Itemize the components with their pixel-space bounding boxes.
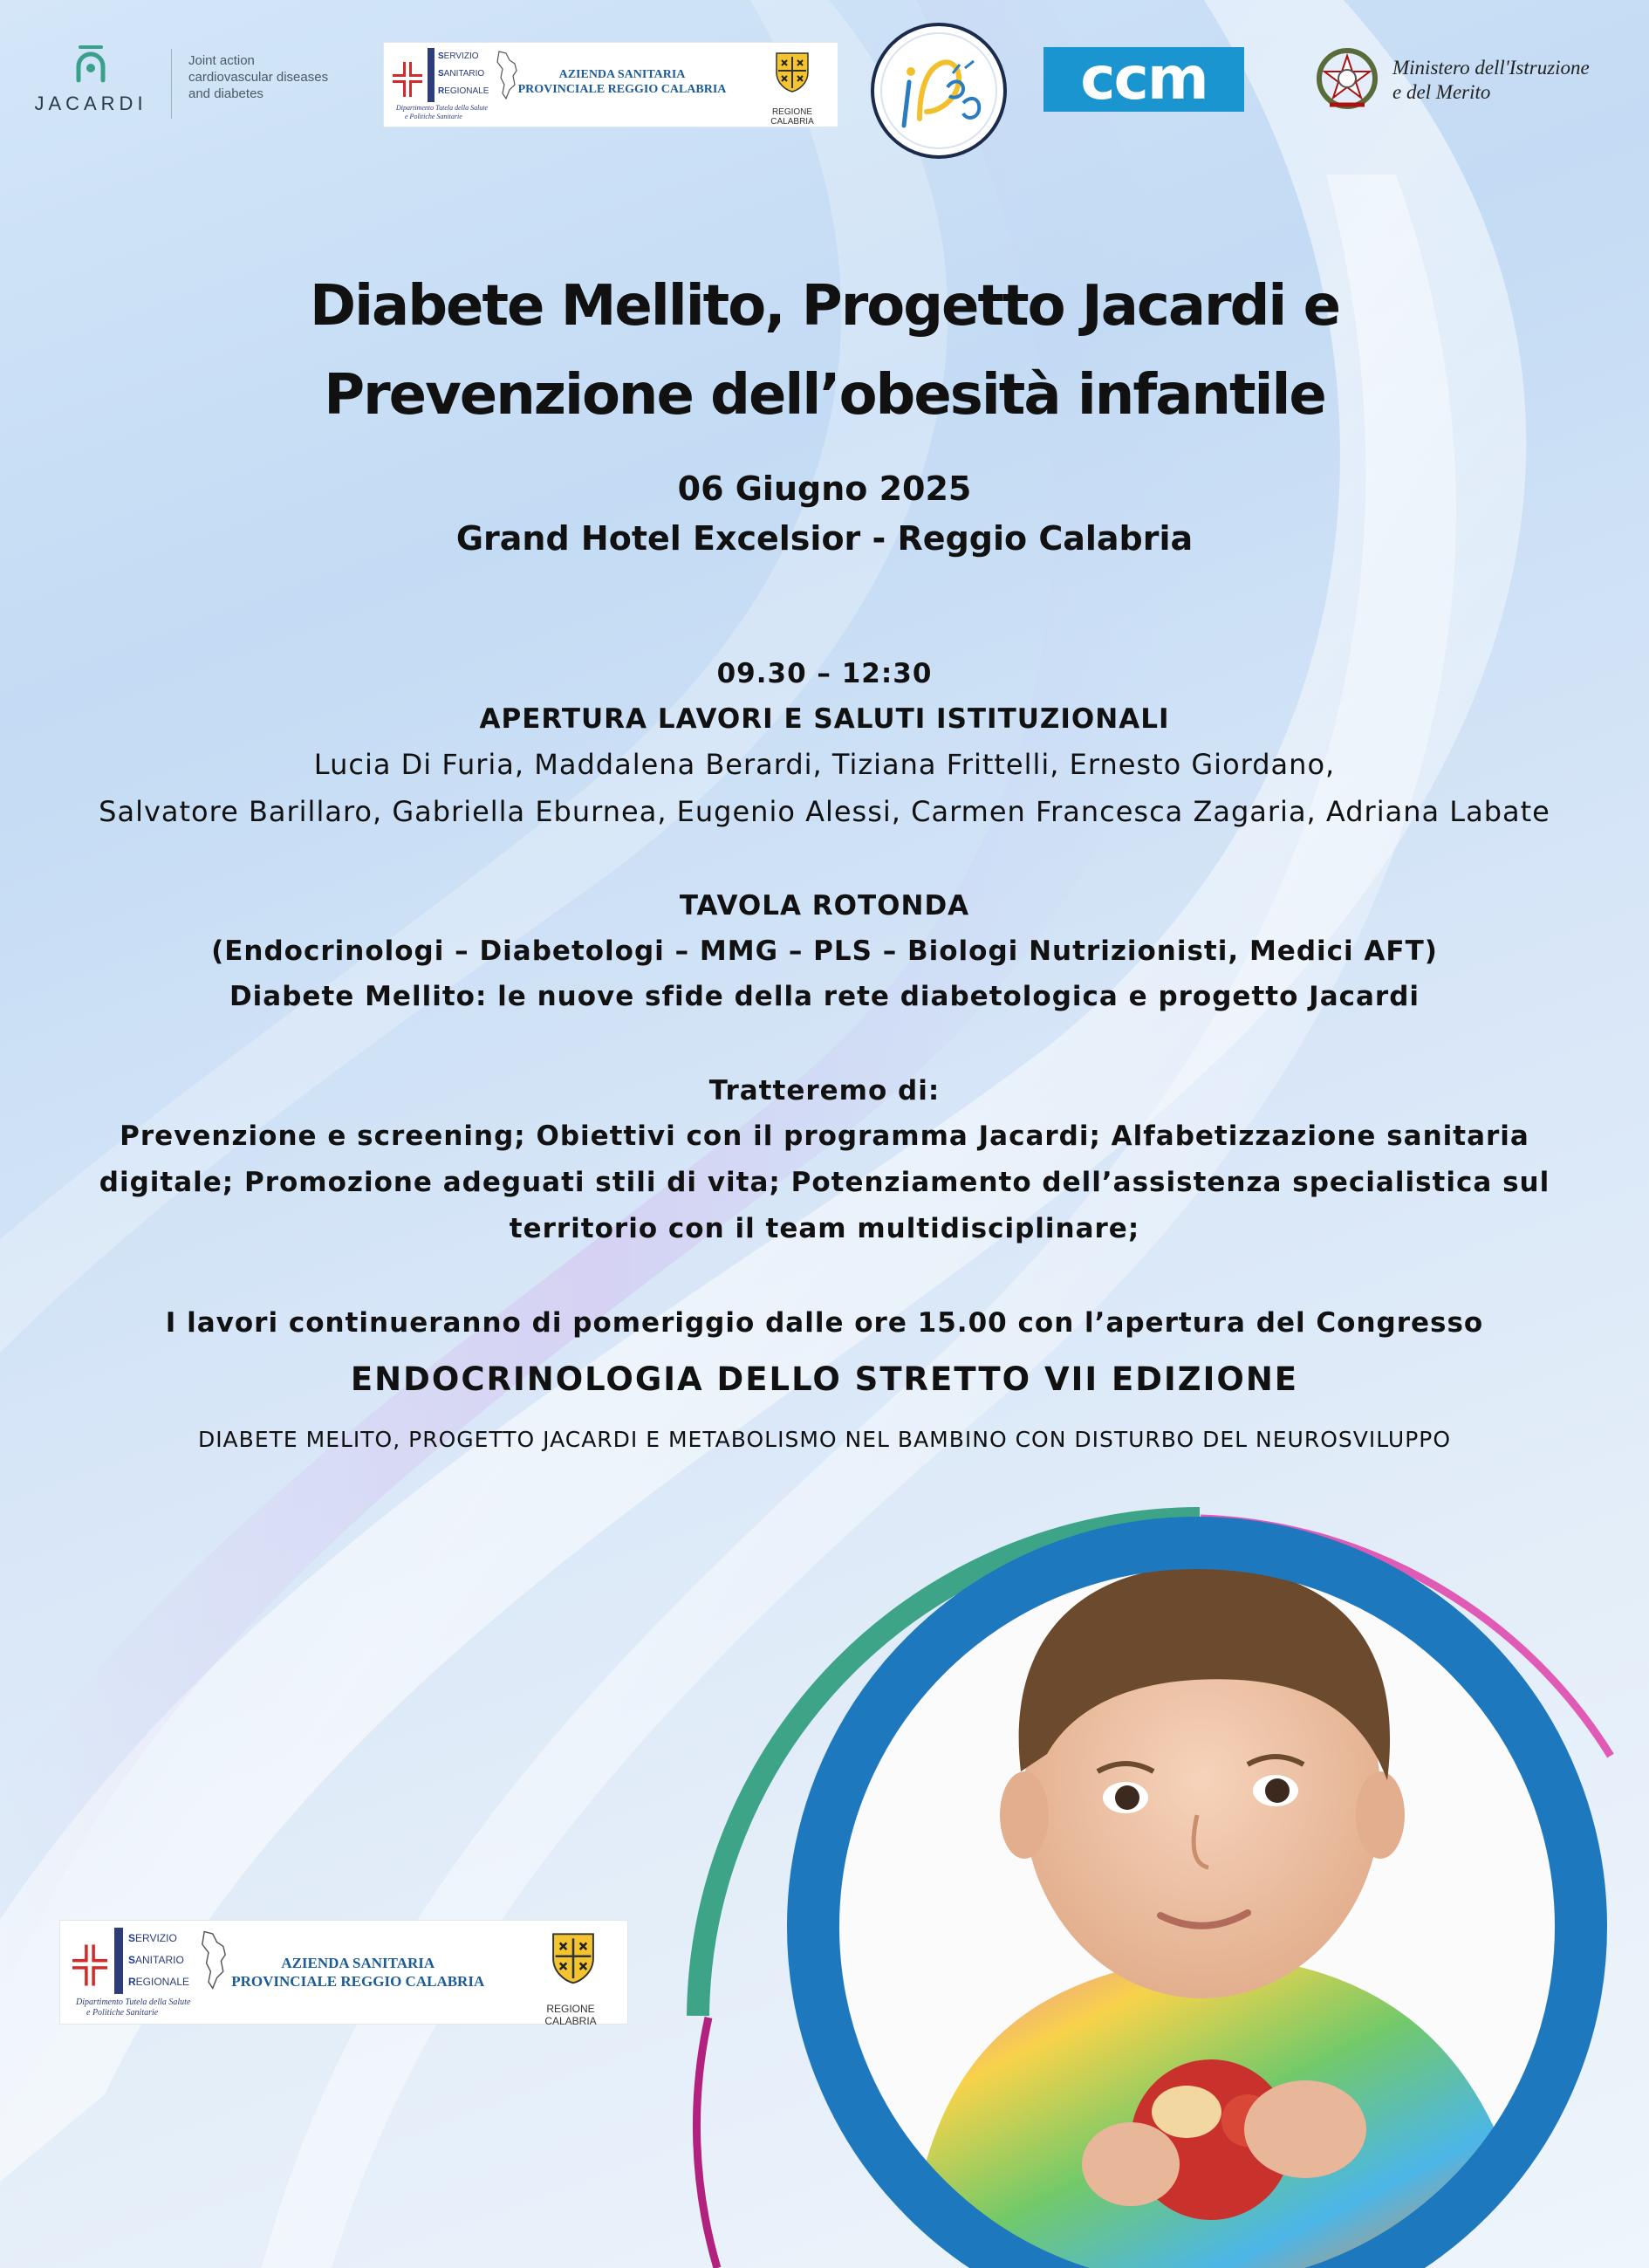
roundtable-specialists: (Endocrinologi – Diabetologi – MMG – PLS – Biologi Nutrizionisti, Medici AFT) [211, 935, 1438, 967]
congress-title: ENDOCRINOLOGIA DELLO STRETTO VII EDIZIONE [350, 1360, 1299, 1398]
continuation-note: I lavori continueranno di pomeriggio dalle ore 15.00 con l’apertura del Congresso [165, 1307, 1484, 1339]
regione-calabria-label: REGIONE CALABRIA [544, 2003, 597, 2027]
regione-calabria-label: REGIONE CALABRIA [770, 107, 814, 127]
regione-calabria-shield-icon [549, 1929, 598, 1985]
roundtable-heading: TAVOLA ROTONDA [679, 890, 970, 922]
red-cross-icon [393, 62, 422, 97]
regione-calabria-shield-icon [773, 50, 811, 93]
jacardi-divider [171, 49, 172, 119]
diverso-circle-logo [869, 21, 1009, 161]
asp-bar [428, 48, 434, 102]
roundtable-subtitle: Diabete Mellito: le nuove sfide della rete diabetologica e progetto Jacardi [229, 981, 1420, 1012]
asp-department: Dipartimento Tutela della Salute e Politiche Sanitarie [76, 1997, 191, 2018]
program-time: 09.30 – 12:30 [716, 658, 933, 689]
asp-reggio-calabria-logo-bottom [59, 1920, 628, 2025]
ministry-name: Ministero dell'Istruzione e del Merito [1392, 57, 1590, 103]
jacardi-tagline: Joint action cardiovascular diseases and diabetes [188, 53, 329, 101]
ssr-text: SERVIZIO SANITARIO REGIONALE [128, 1932, 190, 1988]
ring-magenta-arc [696, 2018, 717, 2268]
asp-name: AZIENDA SANITARIA PROVINCIALE REGGIO CALABRIA [517, 68, 727, 96]
italian-republic-emblem-icon [1312, 44, 1382, 119]
program-opening: APERTURA LAVORI E SALUTI ISTITUZIONALI [479, 703, 1170, 735]
topics-list: Prevenzione e screening; Obiettivi con il programma Jacardi; Alfabetizzazione sanitaria digitale; Promozione adeguati stili di vita; Potenziamento dell’assistenza specialistica sul territorio con il team multidisciplinare; [99, 1120, 1550, 1244]
asp-bar [114, 1928, 123, 1994]
red-cross-icon [72, 1943, 107, 1987]
topics-heading: Tratteremo di: [708, 1075, 941, 1107]
speakers-line-2: Salvatore Barillaro, Gabriella Eburnea, Eugenio Alessi, Carmen Francesca Zagaria, Adriana Labate [99, 795, 1550, 828]
child-photo-with-rings [672, 1492, 1649, 2268]
asp-name: AZIENDA SANITARIA PROVINCIALE REGGIO CALABRIA [231, 1955, 485, 1990]
event-date: 06 Giugno 2025 [677, 469, 972, 508]
ssr-text: SERVIZIO SANITARIO REGIONALE [438, 51, 489, 96]
jacardi-mark-icon [72, 44, 110, 96]
asp-department: Dipartimento Tutela della Salute e Politiche Sanitarie [396, 104, 489, 120]
speakers-line-1: Lucia Di Furia, Maddalena Berardi, Tiziana Frittelli, Ernesto Giordano, [313, 748, 1336, 781]
event-venue: Grand Hotel Excelsior - Reggio Calabria [455, 519, 1194, 558]
congress-subtitle: DIABETE MELITO, PROGETTO JACARDI E METABOLISMO NEL BAMBINO CON DISTURBO DEL NEUROSVILUPPO [197, 1427, 1452, 1452]
ministero-istruzione-logo [1312, 44, 1644, 122]
jacardi-wordmark: JACARDI [34, 93, 147, 114]
asp-reggio-calabria-logo-top [383, 42, 838, 127]
event-title: Diabete Mellito, Progetto Jacardi e Prevenzione dell’obesità infantile [309, 274, 1340, 428]
jacardi-logo [30, 44, 352, 131]
ccm-logo: ccm [1043, 47, 1244, 112]
